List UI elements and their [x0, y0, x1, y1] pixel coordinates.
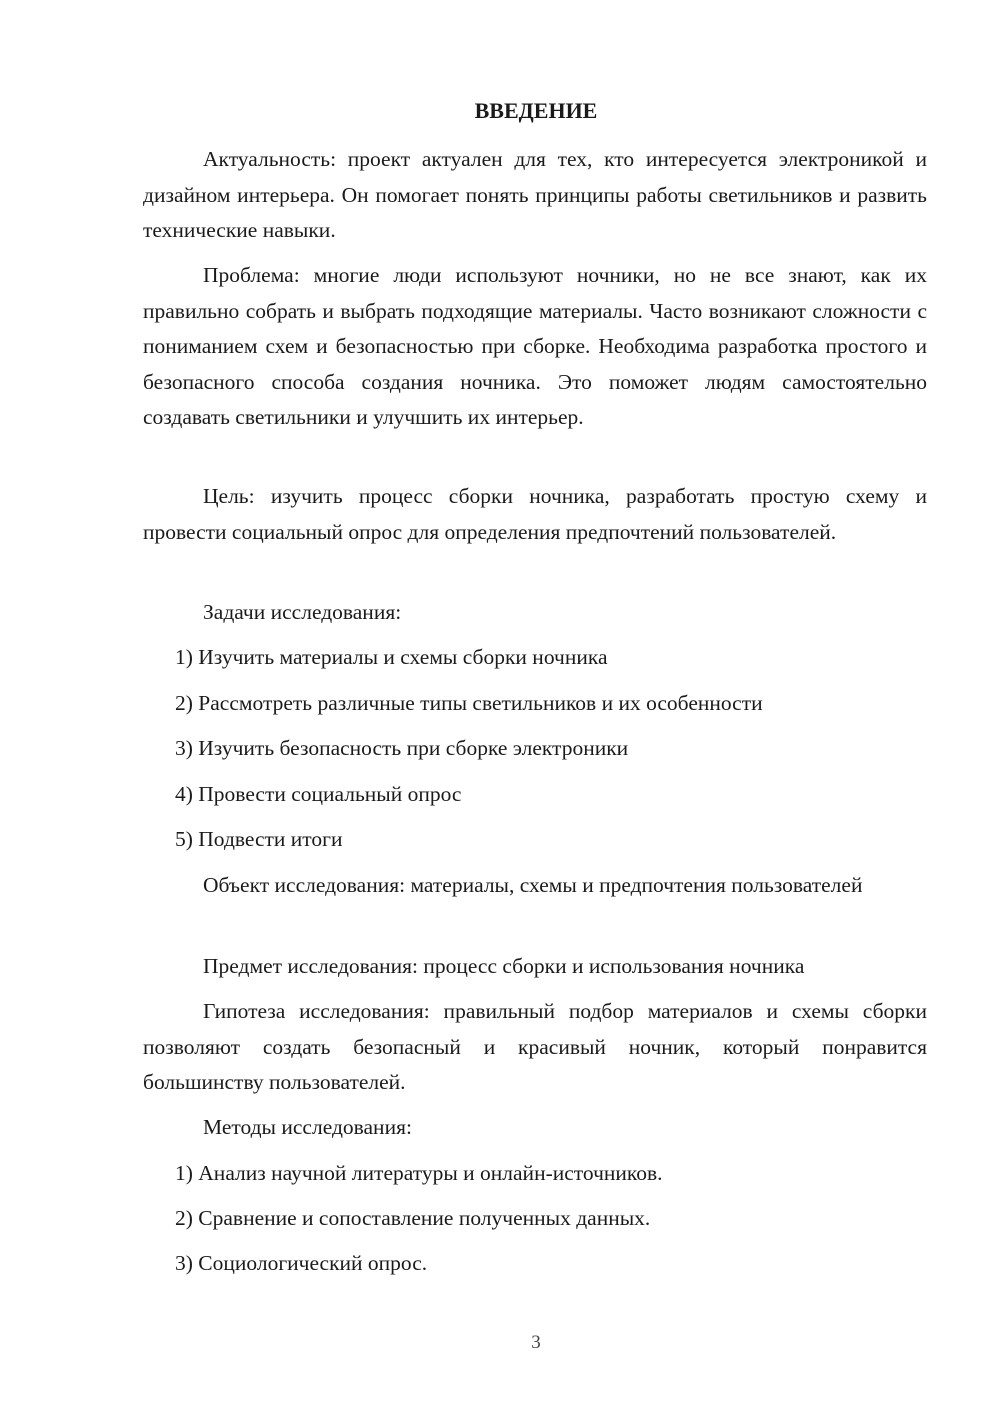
task-item: 4) Провести социальный опрос — [175, 782, 462, 806]
task-item: 1) Изучить материалы и схемы сборки ночника — [175, 645, 608, 669]
hypothesis-paragraph: Гипотеза исследования: правильный подбор материалов и схемы сборки позволяют создать безопасный и красивый ночник, который понравится большинству пользователей. — [143, 999, 927, 1094]
method-item: 2) Сравнение и сопоставление полученных данных. — [175, 1206, 651, 1230]
page-title: ВВЕДЕНИЕ — [474, 98, 598, 123]
relevance-paragraph: Актуальность: проект актуален для тех, кто интересуется электроникой и дизайном интерьера. Он помогает понять принципы работы светильников и развить технические навыки. — [143, 147, 927, 242]
goal-paragraph: Цель: изучить процесс сборки ночника, разработать простую схему и провести социальный опрос для определения предпочтений пользователей. — [143, 484, 927, 544]
task-item: 2) Рассмотреть различные типы светильников и их особенности — [175, 691, 763, 715]
method-item: 3) Социологический опрос. — [175, 1251, 428, 1275]
tasks-heading: Задачи исследования: — [203, 600, 402, 624]
methods-heading: Методы исследования: — [203, 1115, 412, 1139]
task-item: 5) Подвести итоги — [175, 827, 343, 851]
task-item: 3) Изучить безопасность при сборке электроники — [175, 736, 629, 760]
object-paragraph: Объект исследования: материалы, схемы и предпочтения пользователей — [203, 873, 863, 897]
page-number: 3 — [531, 1332, 541, 1353]
problem-paragraph: Проблема: многие люди используют ночники, но не все знают, как их правильно собрать и выбрать подходящие материалы. Часто возникают сложности с пониманием схем и безопасностью при сборке. Необходима разработка простого и безопасного способа создания ночника. Это поможет людям самостоятельно создавать светильники и улучшить их интерьер. — [143, 263, 927, 429]
method-item: 1) Анализ научной литературы и онлайн-источников. — [175, 1161, 663, 1185]
subject-paragraph: Предмет исследования: процесс сборки и использования ночника — [203, 954, 805, 978]
